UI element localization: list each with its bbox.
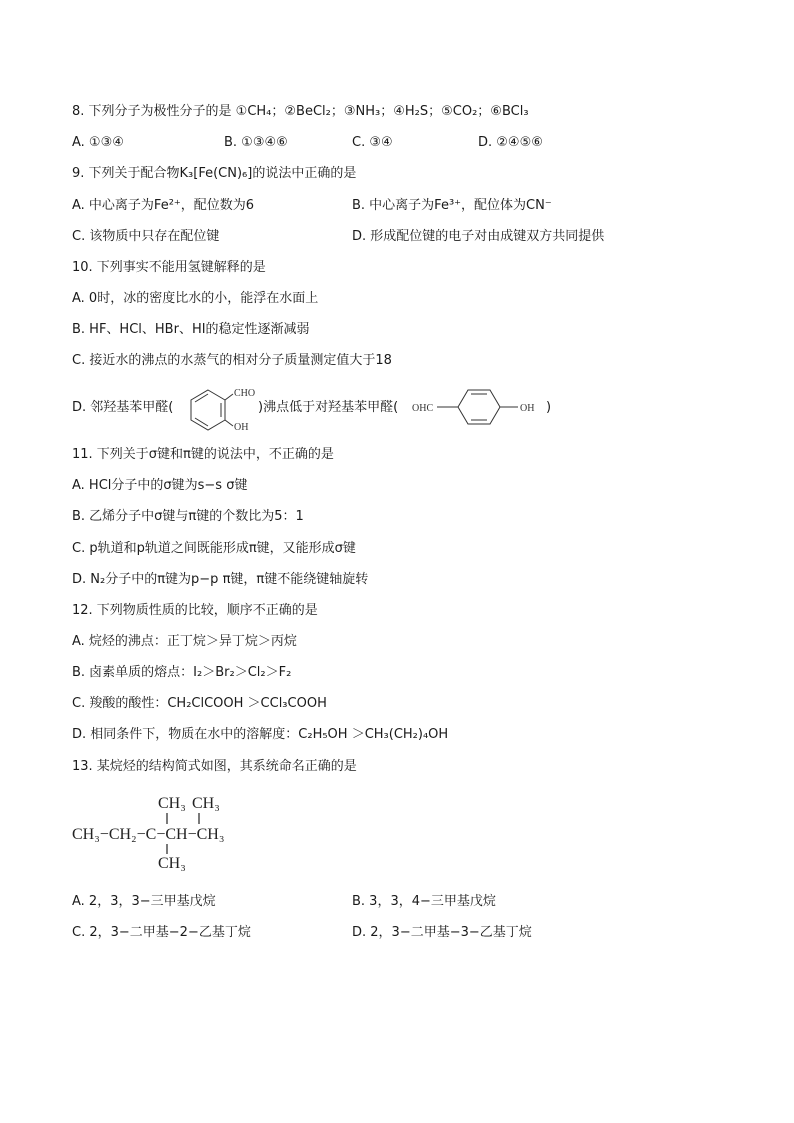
q10-option-d-mid: )沸点低于对羟基苯甲醛( [258,400,399,415]
q11-stem: 11. 下列关于σ键和π键的说法中，不正确的是 [72,447,334,462]
q8-option-b[interactable]: B. ①③④⑥ [224,135,288,150]
para-oh-label: OH [520,403,535,414]
ortho-oh-label: OH [234,422,249,433]
q8-stem: 8. 下列分子为极性分子的是 ①CH₄；②BeCl₂；③NH₃；④H₂S；⑤CO₂；⑥BCl₃ [72,104,529,119]
q13-stem: 13. 某烷烃的结构简式如图，其系统命名正确的是 [72,759,357,774]
q9-option-a[interactable]: A. 中心离子为Fe²⁺，配位数为6 [72,198,255,213]
q13-option-d[interactable]: D. 2，3−二甲基−3−乙基丁烷 [352,925,532,940]
q12-option-c[interactable]: C. 羧酸的酸性：CH₂ClCOOH ＞CCl₃COOH [72,696,327,711]
q13-option-a[interactable]: A. 2，3，3−三甲基戊烷 [72,894,216,909]
q9-stem: 9. 下列关于配合物K₃[Fe(CN)₆]的说法中正确的是 [72,166,357,181]
q12-option-a[interactable]: A. 烷烃的沸点：正丁烷＞异丁烷＞丙烷 [72,634,297,649]
para-hydroxybenzaldehyde-structure [410,384,550,430]
q12-option-b[interactable]: B. 卤素单质的熔点：I₂＞Br₂＞Cl₂＞F₂ [72,665,292,680]
q9-option-d[interactable]: D. 形成配位键的电子对由成键双方共同提供 [352,229,605,244]
q11-option-d[interactable]: D. N₂分子中的π键为p−p π键，π键不能绕键轴旋转 [72,572,369,587]
q12-option-d[interactable]: D. 相同条件下，物质在水中的溶解度：C₂H₅OH ＞CH₃(CH₂)₄OH [72,727,449,742]
q13-option-b[interactable]: B. 3，3，4−三甲基戊烷 [352,894,496,909]
para-ohc-label: OHC [412,403,434,414]
q9-option-c[interactable]: C. 该物质中只存在配位键 [72,229,220,244]
q10-option-b[interactable]: B. HF、HCl、HBr、HI的稳定性逐渐减弱 [72,322,310,337]
q11-option-b[interactable]: B. 乙烯分子中σ键与π键的个数比为5：1 [72,509,304,524]
q13-option-c[interactable]: C. 2，3−二甲基−2−乙基丁烷 [72,925,251,940]
q11-option-c[interactable]: C. p轨道和p轨道之间既能形成π键，又能形成σ键 [72,541,356,556]
q10-option-c[interactable]: C. 接近水的沸点的水蒸气的相对分子质量测定值大于18 [72,353,392,368]
q8-option-d[interactable]: D. ②④⑤⑥ [478,135,543,150]
q12-stem: 12. 下列物质性质的比较，顺序不正确的是 [72,603,318,618]
q8-option-a[interactable]: A. ①③④ [72,135,124,150]
q8-option-c[interactable]: C. ③④ [352,135,393,150]
alkane-structure-diagram [70,788,280,880]
q10-option-d-suffix: ) [546,400,552,415]
q10-stem: 10. 下列事实不能用氢键解释的是 [72,260,266,275]
structure-bottom-ch3: CH₃ [158,855,186,872]
structure-top-ch-ch3: CH₃ [192,795,220,812]
q10-option-d-prefix[interactable]: D. 邻羟基苯甲醛( [72,400,174,415]
q10-option-a[interactable]: A. 0时，冰的密度比水的小，能浮在水面上 [72,291,319,306]
ortho-cho-label: CHO [234,388,256,399]
structure-main-chain: CH₃−CH₂−C−CH−CH₃ [72,826,225,843]
q9-option-b[interactable]: B. 中心离子为Fe³⁺，配位体为CN⁻ [352,198,552,213]
q11-option-a[interactable]: A. HCl分子中的σ键为s−s σ键 [72,478,248,493]
structure-top-c-ch3: CH₃ [158,795,186,812]
ortho-hydroxybenzaldehyde-structure [178,382,258,434]
